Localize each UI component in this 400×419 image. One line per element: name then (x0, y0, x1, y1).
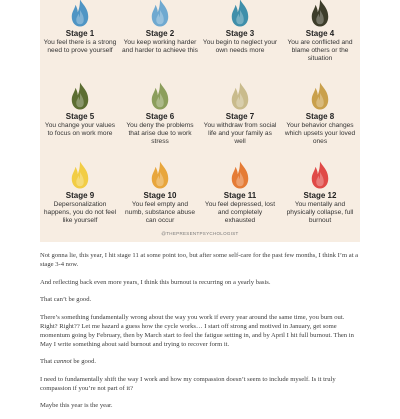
stage-card (40, 81, 120, 138)
stage-description: Depersonalization happens, you do not feel like yourself (43, 201, 117, 224)
flame-icon (65, 81, 95, 111)
emphasis-text: cannot (53, 358, 72, 365)
stage-title: Stage 6 (145, 112, 175, 121)
stage-card (40, 160, 120, 225)
stage-card (120, 81, 200, 146)
stage-title: Stage 1 (65, 29, 95, 38)
flame-icon (145, 0, 175, 28)
stage-description: You are conflicted and blame others or the situation (287, 39, 353, 62)
flame-icon (225, 81, 255, 111)
stage-description: You deny the problems that arise due to work stress (126, 122, 194, 145)
stage-description: You feel empty and numb, substance abuse can occur (124, 201, 195, 224)
stage-card (120, 0, 200, 55)
flame-icon (145, 160, 175, 190)
instagram-handle: @THEPRESENTPSYCHOLOGIST (161, 231, 239, 236)
paragraph: Not gonna lie, this year, I hit stage 11 at some point too, but after some self-care for the past few months, I think I’m at a stage 3-4 now. (40, 252, 359, 268)
stage-title: Stage 3 (225, 29, 255, 38)
stage-description: You begin to neglect your own needs more (202, 39, 278, 54)
blog-post-body (40, 251, 362, 419)
flame-icon (305, 81, 335, 111)
flame-icon (65, 0, 95, 28)
paragraph: And reflecting back even more years, I think this burnout is recurring on a yearly basis. (40, 278, 271, 286)
stage-card (280, 160, 360, 225)
flame-icon (225, 160, 255, 190)
stage-title: Stage 5 (65, 112, 95, 121)
stage-card (40, 0, 120, 55)
stage-card (120, 160, 200, 225)
stage-title: Stage 2 (145, 29, 175, 38)
text: be good. (71, 358, 97, 365)
stage-title: Stage 4 (305, 29, 335, 38)
stage-description: You withdraw from social life and your family as well (203, 122, 277, 145)
stage-description: Your behavior changes which upsets your loved ones (284, 122, 356, 145)
stage-title: Stage 7 (225, 112, 255, 121)
flame-icon (65, 160, 95, 190)
stage-card (200, 160, 280, 225)
stage-card (200, 0, 280, 55)
flame-icon (145, 81, 175, 111)
flame-icon (225, 0, 255, 28)
text: That (40, 358, 54, 365)
stage-title: Stage 9 (65, 191, 95, 200)
flame-icon (305, 160, 335, 190)
burnout-stages-infographic (40, 0, 360, 242)
paragraph: There’s something fundamentally wrong about the way you work if every year around the same time, you burn out. Right? Right?? Let me hazard a guess how the cycle works… I start off strong and motived in January, get some momentum going by February, then by March start to feel the fatigue setting in, and by April I hit full burnout. Then in May I write something about said burnout and trying to recover form it. (40, 313, 354, 348)
stage-description: You feel depressed, lost and completely exhausted (204, 201, 276, 224)
stage-title: Stage 12 (303, 191, 337, 200)
paragraph: That can’t be good. (40, 296, 92, 303)
paragraph (40, 357, 362, 366)
paragraph: I need to fundamentally shift the way I work and how my compassion doesn’t seem to include myself. Is it truly compassion if you’re not part of it? (40, 375, 336, 392)
stage-title: Stage 10 (143, 191, 177, 200)
stage-description: You mentally and physically collapse, full burnout (286, 201, 354, 224)
stage-title: Stage 11 (223, 191, 257, 200)
stage-title: Stage 8 (305, 112, 335, 121)
stage-description: You change your values to focus on work more (44, 122, 116, 137)
stage-card (280, 0, 360, 63)
stage-description: You feel there is a strong need to prove yourself (43, 39, 117, 54)
stage-card (280, 81, 360, 146)
flame-icon (305, 0, 335, 28)
paragraph: Maybe this year is the year. (40, 402, 113, 409)
stage-description: You keep working harder and harder to achieve this (122, 39, 198, 54)
stage-card (200, 81, 280, 146)
